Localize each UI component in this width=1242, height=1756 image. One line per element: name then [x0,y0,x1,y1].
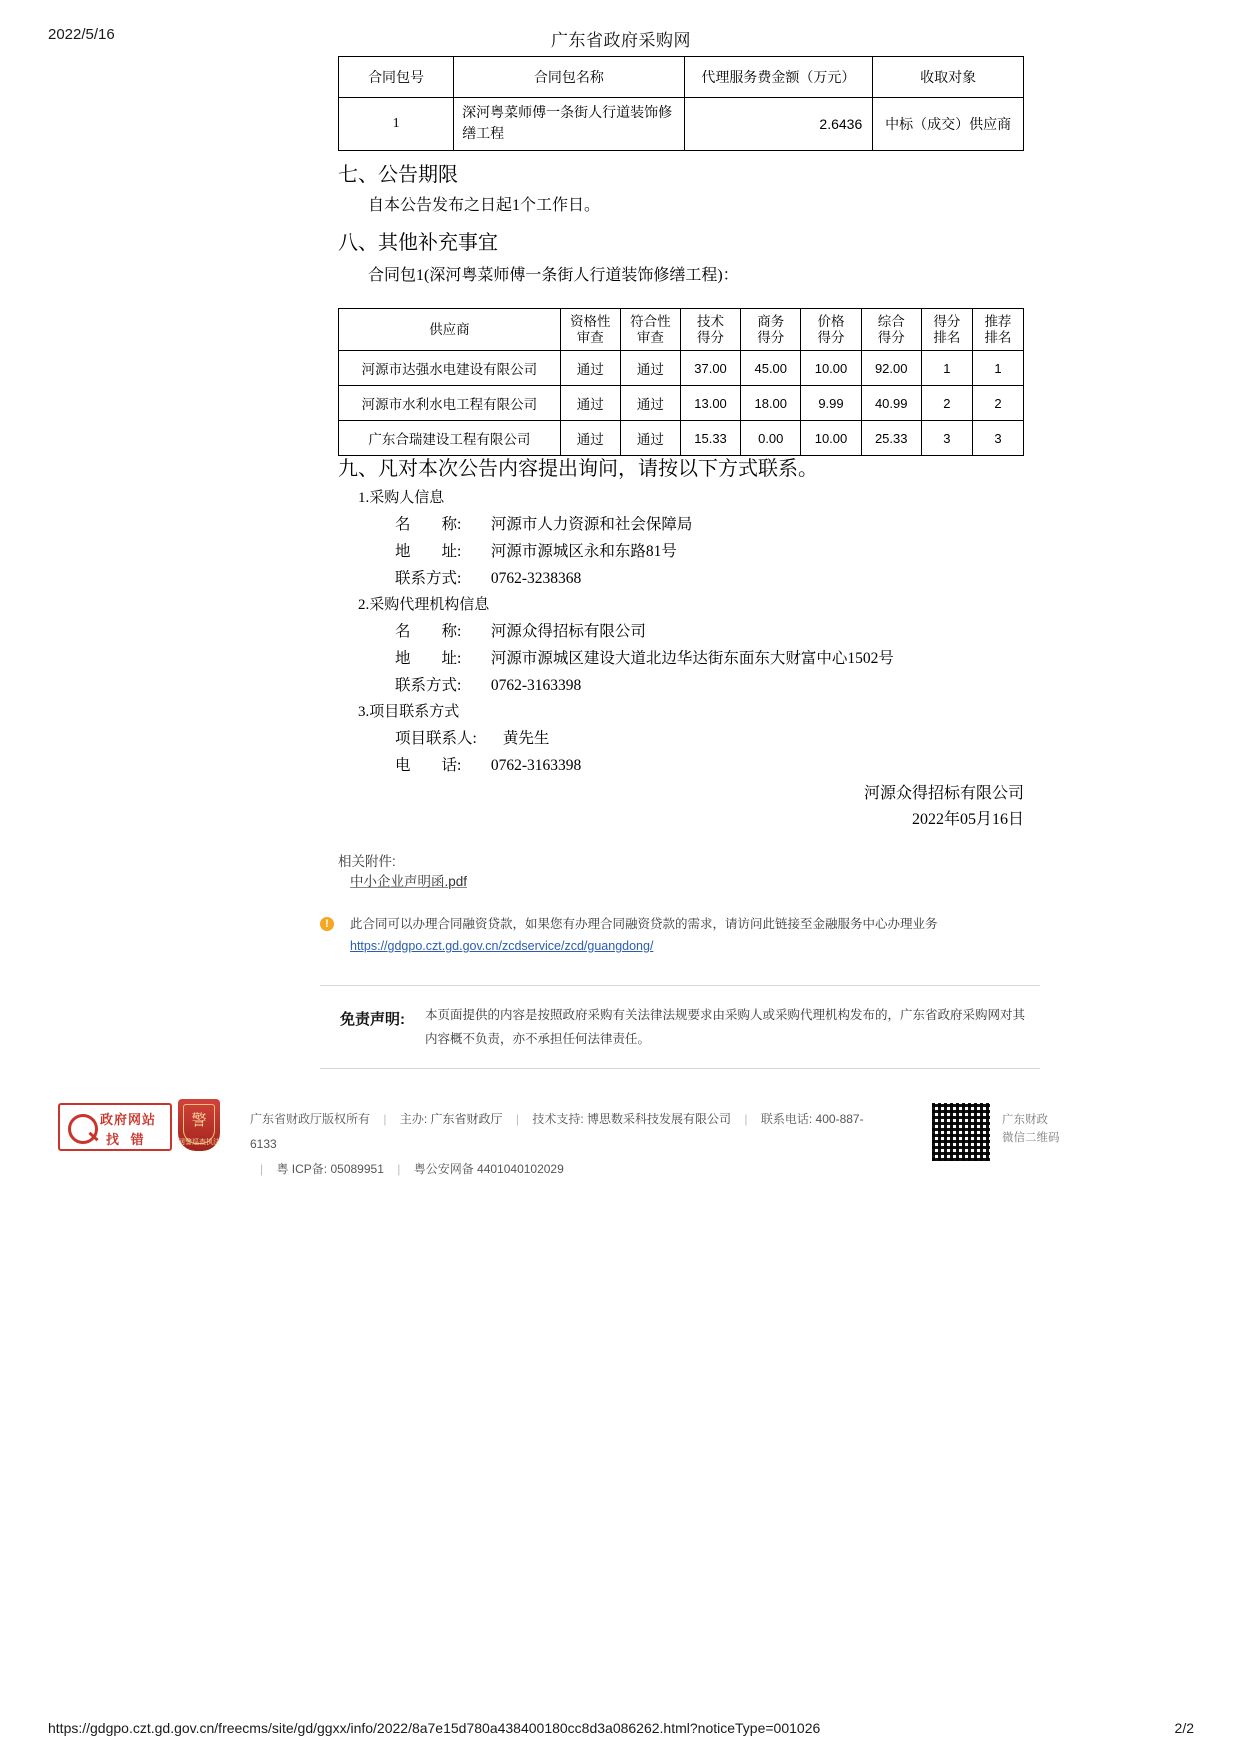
cell-payer: 中标（成交）供应商 [873,98,1024,151]
col-tech [680,309,740,351]
table-row [339,421,1024,456]
col-total [861,309,921,351]
col-score-rank-l1: 得分 [933,314,961,329]
cell-score-rank: 1 [921,351,972,386]
col-supplier [339,309,561,351]
purchaser-info-title: 1.采购人信息 [358,490,445,506]
footer-sep-2: | [515,1112,519,1126]
cell-score-rank: 2 [921,386,972,421]
print-date: 2022/5/16 [48,26,115,43]
cell-supplier: 河源市水利水电工程有限公司 [339,386,561,421]
badge-line2: 找 错 [106,1132,148,1147]
purchaser-address-row [395,539,677,561]
footer-host-label: 主办: [399,1112,428,1126]
purchaser-tel-row [395,566,581,588]
cell-score-rank: 3 [921,421,972,456]
footer-sep-3: | [744,1112,748,1126]
col-price [801,309,861,351]
project-contact-person-value: 黄先生 [502,730,550,747]
col-compliance [620,309,680,351]
badge-line1: 政府网站 [100,1112,157,1127]
agency-tel-label: 联系方式: [395,677,462,694]
cell-qualification: 通过 [560,386,620,421]
cell-business: 45.00 [741,351,801,386]
agency-tel-row [395,673,581,695]
col-total-l2: 得分 [877,329,905,345]
cell-total: 25.33 [861,421,921,456]
cell-qualification: 通过 [560,421,620,456]
gov-website-report-badge[interactable] [58,1103,172,1151]
table-row [339,98,1024,151]
purchaser-address-label: 地 址: [395,543,462,560]
cell-total: 40.99 [861,386,921,421]
purchaser-tel-value: 0762-3238368 [490,570,582,587]
cell-compliance: 通过 [620,421,680,456]
cell-package-no: 1 [339,98,454,151]
section-9-title: 九、凡对本次公告内容提出询问，请按以下方式联系。 [338,458,818,480]
col-total-l1: 综合 [877,314,905,329]
footer-sep-4: | [260,1162,264,1177]
project-contact-person-label: 项目联系人: [395,730,477,747]
col-payer: 收取对象 [873,57,1024,98]
qr-label [1002,1111,1060,1148]
footer-copyright: 广东省财政厅版权所有 [250,1112,371,1126]
agency-address-label: 地 址: [395,650,462,667]
cell-compliance: 通过 [620,351,680,386]
cell-package-name: 深河粤菜师傅一条街人行道装饰修缮工程 [454,98,684,151]
footer-police[interactable]: 粤公安网备 4401040102029 [413,1162,564,1177]
cell-tech: 15.33 [680,421,740,456]
cell-business: 0.00 [741,421,801,456]
purchaser-address-value: 河源市源城区永和东路81号 [490,543,677,560]
purchaser-name-label: 名 称: [395,516,462,533]
supplier-score-table [338,308,1024,456]
agency-name-label: 名 称: [395,623,462,640]
project-contact-tel-value: 0762-3163398 [490,757,582,774]
cell-compliance: 通过 [620,386,680,421]
site-title: 广东省政府采购网 [551,31,691,50]
agency-tel-value: 0762-3163398 [490,677,582,694]
shield-icon: 警 [191,1113,207,1129]
col-compliance-l2: 审查 [636,329,664,345]
footer-icp[interactable]: 粤 ICP备: 05089951 [276,1162,384,1177]
signature-org: 河源众得招标有限公司 [863,785,1024,802]
col-tech-l1: 技术 [697,314,725,329]
col-qualification [560,309,620,351]
qr-label-line1: 广东财政 [1002,1114,1048,1126]
agency-fee-table [338,56,1024,151]
project-contact-title: 3.项目联系方式 [358,704,460,720]
col-package-name: 合同包名称 [454,57,684,98]
col-package-no: 合同包号 [339,57,454,98]
cell-supplier: 广东合瑞建设工程有限公司 [339,421,561,456]
footer-tech-label: 技术支持: [532,1112,584,1126]
col-business-l1: 商务 [757,314,785,329]
project-contact-tel-label: 电 话: [395,757,462,774]
attachment-label: 相关附件: [338,854,396,869]
disclaimer-box [320,985,1040,1069]
footer-tel-value: 400-887-6133 [250,1112,864,1152]
col-recommend-rank-l2: 排名 [984,329,1012,345]
cell-qualification: 通过 [560,351,620,386]
cell-tech: 37.00 [680,351,740,386]
purchaser-name-value: 河源市人力资源和社会保障局 [490,516,693,533]
section-8-title: 八、其他补充事宜 [338,232,498,254]
cell-recommend-rank: 3 [972,421,1023,456]
wechat-qr-code [930,1101,992,1163]
cell-price: 10.00 [801,351,861,386]
disclaimer-title: 免责声明: [340,1011,405,1028]
col-recommend-rank-l1: 推荐 [984,314,1012,329]
site-footer [0,1095,1242,1205]
magnifier-icon [68,1114,98,1144]
footer-sep-1: | [383,1112,387,1126]
cell-recommend-rank: 2 [972,386,1023,421]
col-price-l2: 得分 [817,329,845,345]
page-number: 2/2 [1174,1720,1194,1736]
col-business-l2: 得分 [757,329,785,345]
table-header-row [339,57,1024,98]
table-row [339,351,1024,386]
print-url: https://gdgpo.czt.gd.gov.cn/freecms/site/gd/ggxx/info/2022/8a7e15d780a438400180cc8d3a086262.html?noticeType=001026 [48,1720,821,1736]
agency-address-row [395,646,894,668]
footer-sep-5: | [397,1162,401,1177]
attachment-file-link[interactable]: 中小企业声明函.pdf [350,874,468,889]
warning-icon: ! [320,917,334,931]
footer-tech-value: 博思数采科技发展有限公司 [587,1112,732,1126]
col-qualification-l1: 资格性 [570,314,611,329]
disclaimer-body: 本页面提供的内容是按照政府采购有关法律法规要求由采购人或采购代理机构发布的，广东省政府采购网对其内容概不负责，亦不承担任何法律责任。 [425,1008,1026,1046]
cell-price: 9.99 [801,386,861,421]
footer-text-block [250,1107,890,1183]
col-recommend-rank [972,309,1023,351]
agency-info-title: 2.采购代理机构信息 [358,597,490,613]
section-8-body: 合同包1(深河粤菜师傅一条街人行道装饰修缮工程)： [368,267,739,284]
section-7-title: 七、公告期限 [338,164,458,186]
cell-total: 92.00 [861,351,921,386]
footer-tel-label: 联系电话: [760,1112,813,1126]
loan-notice-text: 此合同可以办理合同融资贷款，如果您有办理合同融资贷款的需求，请访问此链接至金融服务中心办理业务 [350,917,938,931]
col-score-rank [921,309,972,351]
agency-address-value: 河源市源城区建设大道北边华达街东面东大财富中心1502号 [490,650,894,667]
project-contact-person-row [395,726,549,748]
footer-host-value: 广东省财政厅 [430,1112,503,1126]
col-business [741,309,801,351]
purchaser-name-row [395,512,692,534]
col-compliance-l1: 符合性 [630,314,671,329]
cell-amount: 2.6436 [684,98,873,151]
cell-recommend-rank: 1 [972,351,1023,386]
cell-business: 18.00 [741,386,801,421]
cyber-police-badge[interactable] [178,1099,220,1151]
project-contact-tel-row [395,753,581,775]
cell-price: 10.00 [801,421,861,456]
col-amount: 代理服务费金额（万元） [684,57,873,98]
col-score-rank-l2: 排名 [933,329,961,345]
cell-tech: 13.00 [680,386,740,421]
loan-notice-link[interactable]: https://gdgpo.czt.gd.gov.cn/zcdservice/zcd/guangdong/ [350,939,654,953]
signature-date: 2022年05月16日 [911,811,1024,828]
table-header-row [339,309,1024,351]
col-supplier-l1: 供应商 [429,321,470,337]
agency-name-row [395,619,646,641]
col-price-l1: 价格 [817,314,845,329]
qr-label-line2: 微信二维码 [1002,1132,1060,1145]
cell-supplier: 河源市达强水电建设有限公司 [339,351,561,386]
col-tech-l2: 得分 [697,329,725,345]
col-qualification-l2: 审查 [576,329,604,345]
table-row [339,386,1024,421]
agency-name-value: 河源众得招标有限公司 [490,623,646,640]
section-7-body: 自本公告发布之日起1个工作日。 [368,197,601,214]
shield-sub-label: 网警巡查执法 [178,1138,220,1146]
purchaser-tel-label: 联系方式: [395,570,462,587]
